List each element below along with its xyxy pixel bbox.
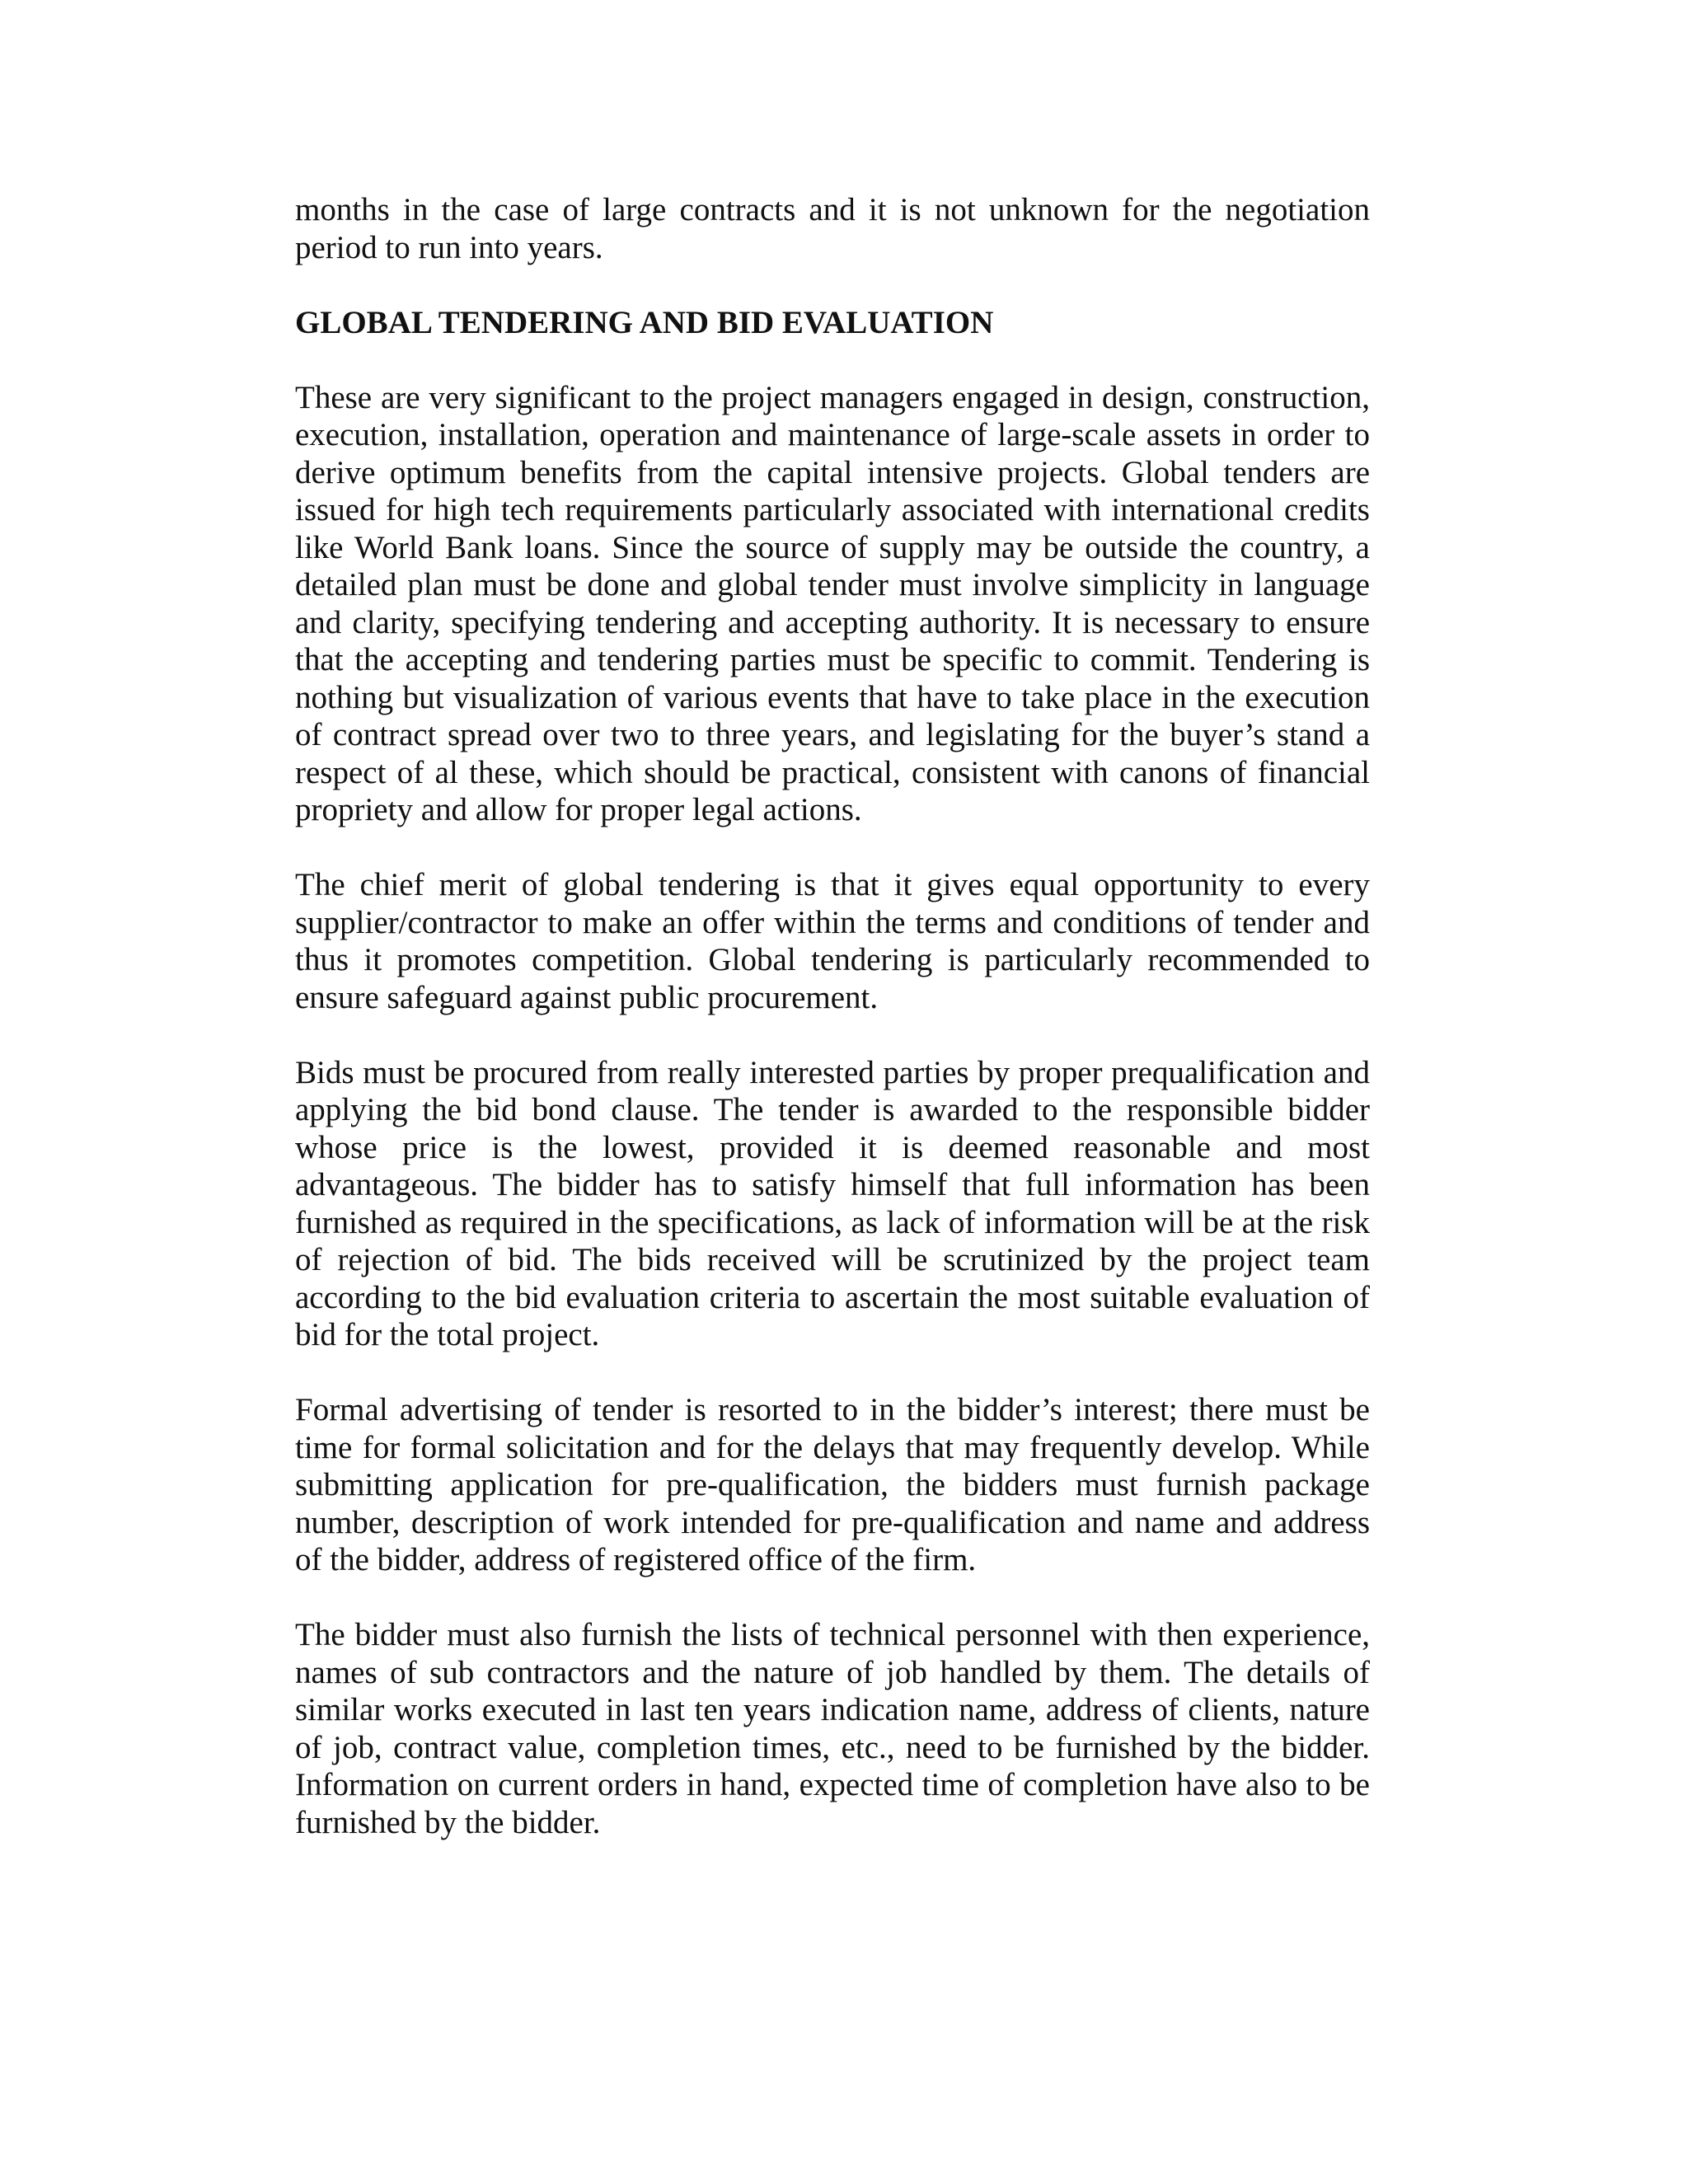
body-paragraph-5: The bidder must also furnish the lists of technical personnel with then experience, names of sub contractors and the nature of job handled by them. The details of similar works executed in last ten years indication name, address of clients, nature of job, contract value, completion times, etc., need to be furnished by the bidder. Information on current orders in hand, expected time of completion have also to be furnished by the bidder. bbox=[295, 1617, 1370, 1840]
intro-paragraph: months in the case of large contracts and it is not unknown for the negotiation period to run into years. bbox=[295, 192, 1370, 265]
body-paragraph-4: Formal advertising of tender is resorted to in the bidder’s interest; there must be time for formal solicitation and for the delays that may frequently develop. While submitting application for pre-qualification, the bidders must furnish package number, description of work intended for pre-qualification and name and address of the bidder, address of registered office of the firm. bbox=[295, 1392, 1370, 1577]
body-paragraph-2: The chief merit of global tendering is that it gives equal opportunity to every supplier/contractor to make an offer within the terms and conditions of tender and thus it promotes competition. Global tendering is particularly recommended to ensure safeguard against public procurement. bbox=[295, 867, 1370, 1015]
section-heading: GLOBAL TENDERING AND BID EVALUATION bbox=[295, 304, 994, 340]
body-paragraph-1: These are very significant to the project managers engaged in design, construction, execution, installation, operation and maintenance of large-scale assets in order to derive optimum benefits from the capital intensive projects. Global tenders are issued for high tech requirements particularly associated with international credits like World Bank loans. Since the source of supply may be outside the country, a detailed plan must be done and global tender must involve simplicity in language and clarity, specifying tendering and accepting authority. It is necessary to ensure that the accepting and tendering parties must be specific to commit. Tendering is nothing but visualization of various events that have to take place in the execution of contract spread over two to three years, and legislating for the buyer’s stand a respect of al these, which should be practical, consistent with canons of financial propriety and allow for proper legal actions. bbox=[295, 379, 1370, 827]
document-body bbox=[295, 191, 1370, 1879]
body-paragraph-3: Bids must be procured from really interested parties by proper prequalification and applying the bid bond clause. The tender is awarded to the responsible bidder whose price is the lowest, provided it is deemed reasonable and most advantageous. The bidder has to satisfy himself that full information has been furnished as required in the specifications, as lack of information will be at the risk of rejection of bid. The bids received will be scrutinized by the project team according to the bid evaluation criteria to ascertain the most suitable evaluation of bid for the total project. bbox=[295, 1054, 1370, 1352]
